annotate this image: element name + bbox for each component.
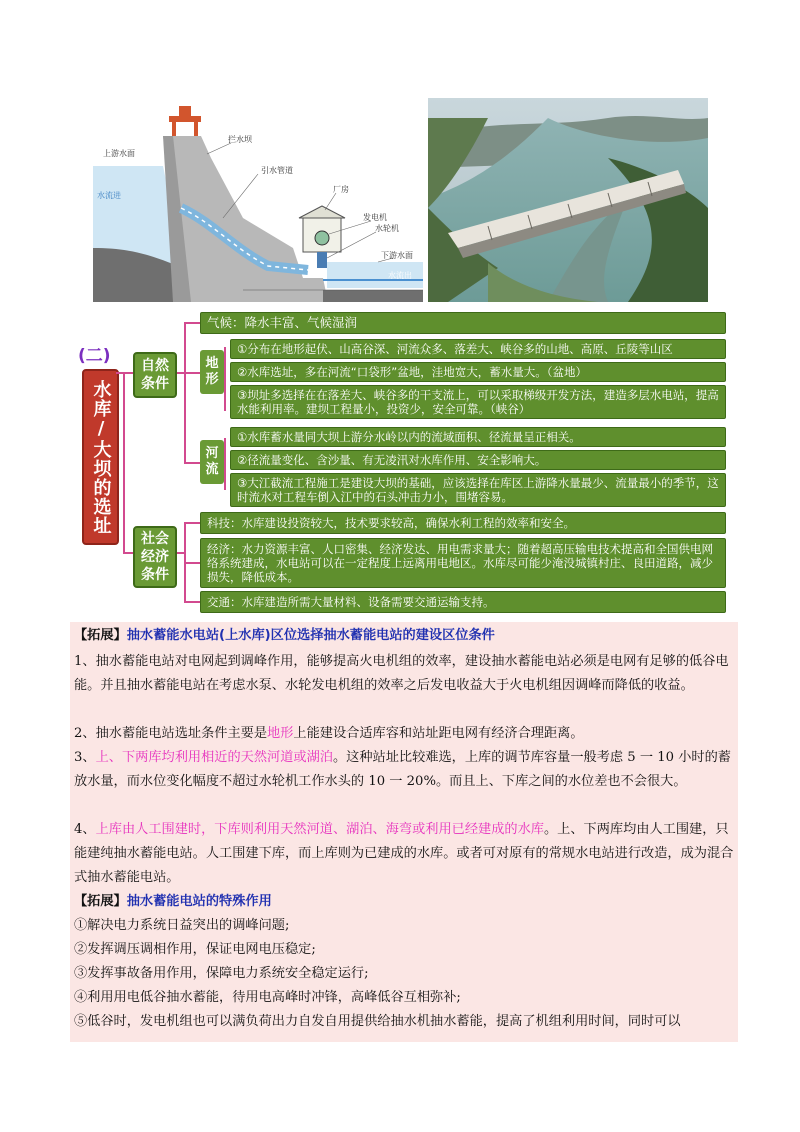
social-economy-box: 经济：水力资源丰富、人口密集、经济发达、用电需求量大；随着超高压输电技术提高和全国供电网络系统建成，水电站可以在一定程度上远离用电地区。水库尽可能少淹没城镇村庄、良田道路，减少损失，降低成本。 <box>200 538 726 588</box>
mindmap-main-title <box>82 369 119 545</box>
terrain-label-box <box>200 350 224 394</box>
terrain-label: 地形 <box>205 356 219 387</box>
category-socioeconomic-conditions <box>133 526 177 588</box>
natural-label: 自然条件 <box>141 358 169 392</box>
river-item-3: ③大江截流工程施工是建设大坝的基础，应该选择在库区上游降水量最少、流量最小的季节，这时流水对工程车倒入江中的石头冲击力小，围堵容易。 <box>230 473 726 507</box>
connector <box>224 438 226 490</box>
category-natural-conditions <box>133 352 177 398</box>
paragraph-3 <box>74 746 734 794</box>
role-item-5: ⑤低谷时，发电机组也可以满负荷出力自发自用提供给抽水机抽水蓄能，提高了机组利用时间，同时可以 <box>74 1014 681 1029</box>
label-water-in: 水流进 <box>97 191 121 200</box>
connector <box>123 372 125 552</box>
social-transport-box: 交通：水库建造所需大量材料、设备需要交通运输支持。 <box>200 591 726 613</box>
p4-number: 4、 <box>74 822 96 837</box>
connector <box>184 372 200 374</box>
terrain-item-2: ②水库选址，多在河流“口袋形”盆地，洼地宽大，蓄水量大。（盆地） <box>230 362 726 382</box>
river-label-box <box>200 440 224 484</box>
extension-bracket-2: 【拓展】 <box>74 894 127 909</box>
river-label: 河流 <box>205 446 219 477</box>
p3-highlight: 上、下两库均利用相近的天然河道或湖泊 <box>95 750 333 765</box>
section-number: (二) <box>78 346 111 366</box>
paragraph-1: 1、抽水蓄能电站对电网起到调峰作用，能够提高火电机组的效率，建设抽水蓄能电站必须是电网有足够的低谷电能。并且抽水蓄能电站在考虑水泵、水轮发电机组的效率之后发电收益大于火电机组因调峰而降低的收益。 <box>74 654 729 693</box>
label-downstream-surface: 下游水面 <box>381 251 413 260</box>
paragraph-2 <box>74 722 734 746</box>
main-title-text: 水库/大坝的选址 <box>90 379 112 535</box>
terrain-item-3: ③坝址多选择在在落差大、峡谷多的干支流上，可以采取梯级开发方法，建造多层水电站，提高水能利用率。建坝工程量小，投资少，安全可靠。（峡谷） <box>230 385 726 419</box>
connector <box>224 347 226 411</box>
p3-number: 3、 <box>74 750 96 765</box>
connector <box>184 522 200 524</box>
label-dam: 拦水坝 <box>228 135 252 144</box>
label-penstock: 引水管道 <box>261 166 293 175</box>
role-item-4: ④利用用电低谷抽水蓄能，待用电高峰时冲锋，高峰低谷互相弥补; <box>74 990 461 1005</box>
terrain-item-1: ①分布在地形起伏、山高谷深、河流众多、落差大、峡谷多的山地、高原、丘陵等山区 <box>230 339 726 359</box>
label-upstream-surface: 上游水面 <box>103 149 135 158</box>
three-gorges-dam-photo <box>428 98 708 302</box>
connector <box>184 601 200 603</box>
connector <box>184 462 200 464</box>
p2-highlight: 地形 <box>267 726 294 741</box>
extension-title-2: 抽水蓄能电站的特殊作用 <box>126 894 272 909</box>
role-item-2: ②发挥调压调相作用，保证电网电压稳定; <box>74 942 316 957</box>
p2-text-rest: 上能建设合适库容和站址距电网有经济合理距离。 <box>293 726 584 741</box>
label-water-out: 水流出 <box>388 271 412 280</box>
label-turbine: 水轮机 <box>375 224 399 233</box>
connector <box>184 562 200 564</box>
social-tech-box: 科技：水库建设投资较大，技术要求较高，确保水利工程的效率和安全。 <box>200 512 726 534</box>
connector <box>184 322 186 462</box>
extension-bracket: 【拓展】 <box>74 628 127 643</box>
role-item-1: ①解决电力系统日益突出的调峰问题; <box>74 918 290 933</box>
climate-box: 气候：降水丰富、气候湿润 <box>200 312 726 334</box>
extension-heading-1 <box>74 624 734 648</box>
p3-text: 。这种站址比较难选，上库的调节库容量一般考虑 5 一 10 小时的蓄放水量，而水位变化幅度不超过水轮机工作水头的 10 一 20%。而且上、下库之间的水位差也不会很大。 <box>74 750 731 789</box>
p2-text: 2、抽水蓄能电站选址条件主要是 <box>74 726 268 741</box>
dam-cross-section-diagram <box>93 98 423 302</box>
social-label: 社会经济条件 <box>141 531 169 583</box>
connector <box>184 322 200 324</box>
extension-title: 抽水蓄能水电站(上水库)区位选择抽水蓄能电站的建设区位条件 <box>126 628 495 643</box>
label-generator: 发电机 <box>363 213 387 222</box>
river-item-2: ②径流量变化、含沙量、有无凌汛对水库作用、安全影响大。 <box>230 450 726 470</box>
p4-text: 。上、下两库均由人工围建，只能建纯抽水蓄能电站。人工围建下库，而上库则为已建成的水库。或者可对原有的常规水电站进行改造，成为混合式抽水蓄能电站。 <box>74 822 734 885</box>
extension-heading-2 <box>74 890 734 914</box>
paragraph-4 <box>74 818 734 890</box>
label-powerhouse: 厂房 <box>333 185 349 194</box>
p4-highlight: 上库由人工围建时，下库则利用天然河道、湖泊、海弯或利用已经建成的水库 <box>95 822 544 837</box>
role-item-3: ③发挥事故备用作用，保障电力系统安全稳定运行; <box>74 966 369 981</box>
river-item-1: ①水库蓄水量同大坝上游分水岭以内的流域面积、径流量呈正相关。 <box>230 427 726 447</box>
